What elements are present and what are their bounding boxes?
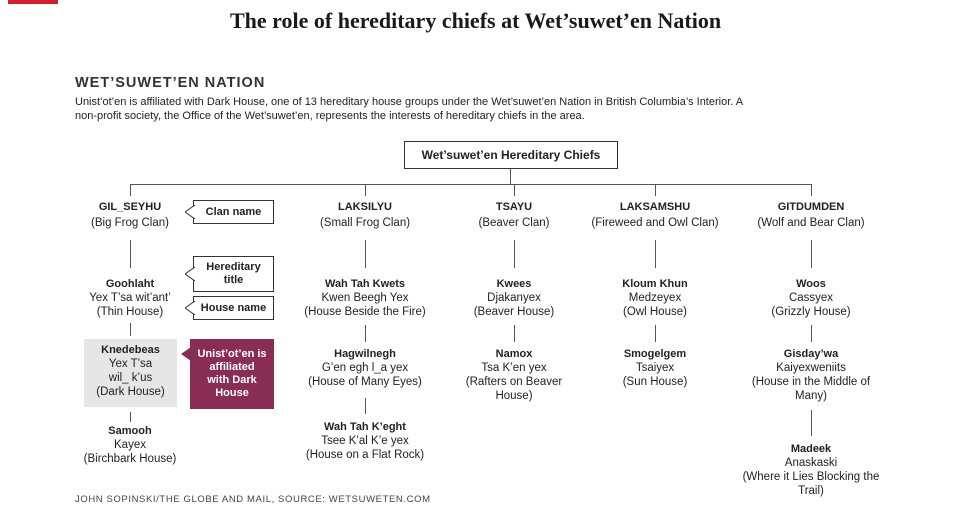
yex-name: Tsee K’al K’e yex [321,435,409,447]
connector [655,184,656,196]
house-name: (Sun House) [622,376,688,388]
house-name: (Birchbark House) [83,453,177,465]
house-woos [751,277,871,319]
house-kloumkhun [595,277,715,319]
connector [514,240,515,268]
house-samooh [60,424,200,466]
yex-name: Kayex [114,439,146,451]
hereditary-title: Knedebeas [101,344,160,356]
house-madeek [741,442,881,498]
house-name: (House on a Flat Rock) [305,449,425,461]
intro-paragraph: Unist’ot’en is affiliated with Dark House, one of 13 hereditary house groups under the Wet’suwet’en Nation in British Columbia’s Interior. A non-profit society, the Office of the Wet’suwet’en, represents the interests of hereditary chiefs in the area. [75,96,743,122]
pointer-arrow-icon [181,347,191,361]
clan-name: TSAYU [495,201,533,213]
house-name: (Rafters on Beaver House) [465,376,563,402]
connector [811,240,812,268]
house-gisdaywa [746,347,876,403]
hereditary-title: Wah Tah Kwets [324,278,406,290]
pointer-arrow-icon [185,205,195,219]
clan-description: (Small Frog Clan) [319,217,411,229]
house-goohlaht [60,277,200,319]
house-kwees [454,277,574,319]
clan-name: GITDUMDEN [777,201,845,213]
house-name: (Grizzly House) [771,306,851,318]
hereditary-title: Woos [796,278,826,290]
house-name: (House in the Middle of Many) [751,376,871,402]
pointer-arrow-icon [185,301,195,315]
yex-name: Tsa K’en yex [481,362,547,374]
clan-name: GIL_SEYHU [98,201,162,213]
yex-name: Anaskaski [784,457,838,469]
hereditary-title: Gisday’wa [783,348,839,360]
connector [130,184,131,196]
clan-description: (Big Frog Clan) [91,217,169,229]
publisher-logo-tab [8,0,58,4]
yex-name: Yex T’sa wil_ k’us [108,358,153,384]
yex-name: Medzeyex [628,292,682,304]
connector [510,169,511,185]
connector [811,184,812,196]
hereditary-title: Madeek [790,443,832,455]
clan-description: (Beaver Clan) [478,217,550,229]
house-wahtahkwets [285,277,445,319]
connector [811,410,812,436]
legend-hereditary-title: Hereditary title [193,256,274,292]
hereditary-title: Namox [495,348,533,360]
connector [655,240,656,268]
connector [365,398,366,414]
yex-name: Djakanyex [487,292,541,304]
clan-description: (Fireweed and Owl Clan) [591,217,719,229]
clan-gilseyhu [60,199,200,231]
house-name: (Where it Lies Blocking the Trail) [742,471,880,497]
clan-gitdumden [741,199,881,231]
clan-laksamshu [575,199,735,231]
connector [130,240,131,268]
source-credit: JOHN SOPINSKI/THE GLOBE AND MAIL, SOURCE: WETSUWETEN.COM [75,494,431,505]
house-name: (Beaver House) [473,306,555,318]
connector [130,412,131,422]
unistoten-note: Unist’ot’en is affiliated with Dark House [190,339,274,409]
house-smogelgem [595,347,715,389]
clan-name: LAKSAMSHU [619,201,691,213]
hereditary-title: Hagwilnegh [334,348,396,360]
yex-name: Yex T’sa wit’ant’ [89,292,171,304]
clan-description: (Wolf and Bear Clan) [757,217,865,229]
pointer-arrow-icon [185,267,195,281]
hereditary-title: Kloum Khun [622,278,688,290]
connector [365,184,366,196]
house-namox [464,347,564,403]
house-knedebeas-highlighted [84,339,177,407]
hereditary-title: Wah Tah K’eght [324,421,406,433]
house-wahtahkeght [285,420,445,462]
connector [514,184,515,196]
page-title: The role of hereditary chiefs at Wet’suwet’en Nation [230,8,722,33]
yex-name: Cassyex [788,292,834,304]
yex-name: Tsaiyex [635,362,675,374]
house-name: (House of Many Eyes) [308,376,422,388]
hereditary-title: Samooh [108,425,152,437]
connector [130,323,131,336]
hereditary-title: Smogelgem [623,348,687,360]
legend-clan-name: Clan name [193,200,274,224]
yex-name: Kwen Beegh Yex [321,292,409,304]
house-name: (Dark House) [96,386,165,398]
clan-laksilyu [295,199,435,231]
house-name: (Thin House) [96,306,164,318]
hereditary-title: Goohlaht [105,278,155,290]
root-node: Wet’suwet’en Hereditary Chiefs [404,141,618,169]
connector [365,325,366,342]
section-heading: WET’SUWET’EN NATION [75,75,266,91]
connector [811,325,812,342]
yex-name: G’en egh l_a yex [321,362,409,374]
yex-name: Kaiyexweniits [776,362,846,374]
legend-house-name: House name [193,296,274,320]
connector [365,240,366,268]
clan-name: LAKSILYU [338,201,392,213]
house-hagwilnegh [285,347,445,389]
clan-tsayu [454,199,574,231]
connector [130,184,811,185]
house-name: (House Beside the Fire) [304,306,426,318]
house-name: (Owl House) [623,306,687,318]
connector [514,325,515,342]
hereditary-title: Kwees [496,278,532,290]
connector [655,325,656,342]
